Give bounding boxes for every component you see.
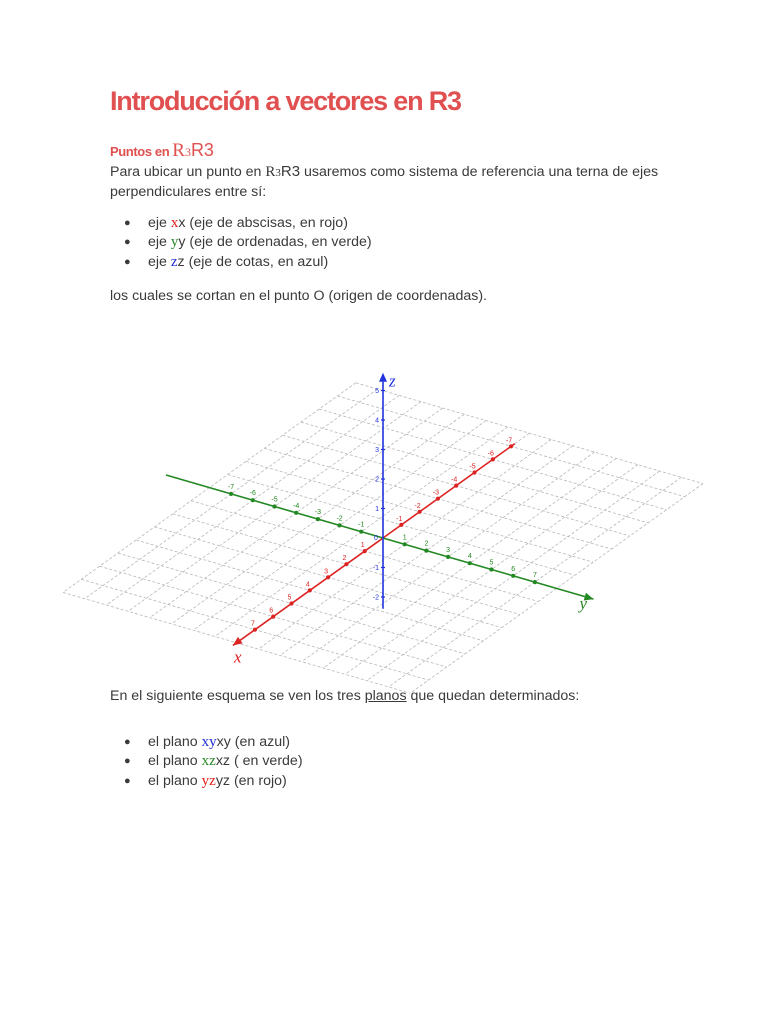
intro-paragraph: Para ubicar un punto en R3R3 usaremos como sistema de referencia una terna de ejes perpendiculares entre sí: [110, 163, 659, 200]
section-heading [110, 140, 214, 162]
origin-label: 0 [374, 535, 378, 542]
tick-label: 4 [467, 553, 472, 561]
tick-label: -3 [314, 509, 322, 517]
tick-label: -4 [293, 502, 300, 510]
z-axis-arrow-icon [379, 373, 387, 382]
tick-label: 7 [250, 620, 255, 628]
tick-mark [468, 561, 472, 565]
tick-mark [251, 498, 255, 502]
x-axis-line [233, 444, 515, 646]
tick-mark [454, 484, 458, 488]
tick-mark [294, 511, 298, 515]
tick-mark [472, 470, 476, 474]
list-item: ● el plano xzxz ( en verde) [110, 752, 303, 771]
tick-label: 4 [375, 417, 379, 425]
tick-label: 2 [342, 555, 347, 563]
tick-mark [399, 523, 403, 527]
list-item: ● eje yy (eje de ordenadas, en verde) [110, 233, 372, 252]
tick-label: 3 [324, 568, 329, 576]
page-title: Introducción a vectores en R3 [110, 86, 461, 116]
tick-mark [289, 601, 293, 605]
tick-mark [533, 580, 537, 584]
tick-label: 5 [375, 388, 379, 395]
tick-mark [253, 628, 257, 632]
tick-label: -2 [336, 515, 343, 523]
section-heading-math: R3 [172, 140, 191, 161]
tick-label: -6 [487, 450, 494, 458]
tick-mark [229, 492, 233, 496]
tick-mark [511, 574, 515, 578]
tick-label: 3 [375, 447, 379, 454]
tick-label: -2 [372, 594, 379, 602]
z-axis-label: z [389, 371, 396, 391]
bullet-icon: ● [124, 255, 131, 268]
tick-mark [424, 549, 428, 553]
tick-label: 2 [375, 476, 379, 484]
tick-label: -5 [271, 496, 278, 504]
x-axis-label: x [233, 647, 242, 667]
list-item: ● eje xx (eje de abscisas, en rojo) [110, 214, 372, 233]
tick-label: -3 [432, 489, 440, 497]
axes-group [166, 373, 593, 646]
planes-list [110, 733, 303, 791]
tick-label: 1 [375, 506, 379, 513]
3d-axes-figure [120, 371, 668, 667]
tick-label: 1 [402, 534, 407, 542]
tick-label: 1 [360, 542, 365, 550]
tick-label: 2 [424, 540, 429, 548]
tick-mark [403, 542, 407, 546]
tick-label: -1 [372, 565, 379, 572]
tick-mark [418, 510, 422, 514]
bullet-icon: ● [124, 217, 131, 229]
bullet-icon: ● [124, 774, 131, 787]
tick-label: -4 [451, 476, 458, 484]
tick-label: 7 [532, 572, 537, 580]
tick-mark [491, 457, 495, 461]
tick-mark [436, 497, 440, 501]
tick-label: -1 [358, 521, 365, 529]
bullet-icon: ● [124, 755, 131, 768]
tick-mark [489, 567, 493, 571]
tick-label: 5 [287, 594, 292, 602]
tick-mark [272, 504, 276, 508]
tick-mark [338, 523, 342, 527]
y-axis-label: y [579, 594, 588, 614]
tick-label: -2 [414, 502, 421, 510]
tick-label: -5 [469, 463, 476, 471]
tick-label: -7 [505, 437, 513, 445]
origin-paragraph: los cuales se cortan en el punto O (origen de coordenadas). [110, 288, 487, 304]
tick-label: 5 [489, 559, 494, 567]
tick-mark [359, 530, 363, 534]
tick-label: 6 [511, 565, 516, 573]
section-heading-math-alt: R3 [190, 140, 214, 160]
tick-mark [509, 444, 513, 448]
tick-mark [363, 549, 367, 553]
tick-label: 3 [446, 546, 451, 554]
list-item: ● el plano yzyz (en rojo) [110, 772, 303, 791]
intro-math: R3 [265, 164, 281, 180]
section-heading-label: Puntos en [110, 144, 170, 159]
list-item: ● el plano xyxy (en azul) [110, 733, 303, 752]
planos-link[interactable]: planos [364, 688, 407, 704]
planes-paragraph: En el siguiente esquema se ven los tres planos que quedan determinados: [110, 688, 580, 704]
tick-label: 6 [269, 607, 274, 615]
tick-label: -1 [396, 515, 403, 523]
bullet-icon: ● [124, 736, 131, 748]
list-item: ● eje zz (eje de cotas, en azul) [110, 253, 372, 272]
axes-list [110, 214, 372, 272]
tick-label: 4 [305, 581, 310, 589]
tick-label: -6 [249, 490, 256, 498]
tick-mark [316, 517, 320, 521]
tick-mark [326, 575, 330, 579]
tick-mark [344, 562, 348, 566]
bullet-icon: ● [124, 236, 131, 249]
tick-label: -7 [227, 483, 235, 491]
tick-mark [271, 615, 275, 619]
tick-mark [446, 555, 450, 559]
tick-mark [308, 588, 312, 592]
